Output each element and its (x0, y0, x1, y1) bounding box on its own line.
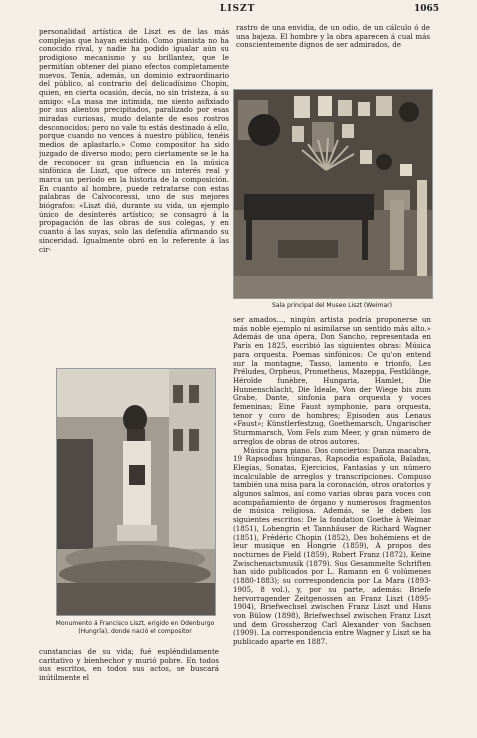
museum-room-photo (233, 89, 433, 299)
running-title: LISZT (220, 4, 256, 14)
page-header (0, 4, 477, 18)
page-number: 1065 (413, 4, 439, 14)
text-column-right-top (236, 24, 430, 82)
text-column-left-bottom (39, 648, 219, 688)
paragraph: personalidad artística de Liszt es de las más complejas que hayan existido. Como pianista no ha conocido rival, y nadie ha podido igualar aún su prodigioso mecanismo y su brillantez, que le permitían obtener del piano efectos completamente nuevos. Tenía, además, un dominio extraordinario del público, al contrario del delicadísimo Chopin, quien, en cierta ocasión, decía, no sin tristeza, á su amigo: «La masa me intimida, me siento asfixiado por sus alientos precipitados, paralizado por esas miradas curiosas, mudo delante de esos rostros desconocidos; pero no vale tu estás destinado á ello, porque cuando no vences á nuestro público, tenéis medios de aplastarlo.» Como compositor ha sido juzgado de diverso modo; pero ciertamente se le ha de reconocer su gran influencia en la música sinfónica de Liszt, que ofrece un interés real y marca un período en la historia de la composición. En cuanto al hombre, puede retratarse con estas palabras de Calvocoressi, uno de sus mejores biógrafos: «Liszt dió, durante su vida, un ejemplo único de desinterés artístico; se consagró á la propagación de las obras de sus colegas, y en cuanto á las suyas, solo las defendía afirmando su sinceridad. Igualmente obró en lo referente á las cir- (39, 28, 229, 254)
text-column-right-bottom (233, 316, 431, 726)
paragraph: cunstancias de su vida; fué espléndidamente caritativo y bienhechor y murió pobre. En todos sus escritos, en todos sus actos, se buscará inútilmente el (39, 648, 219, 683)
monument-photo (56, 368, 216, 616)
paragraph: rastro de una envidia, de un odio, de un cálculo ó de una bajeza. El hombre y la obra aparecen á cual más conscientemente dignos de ser admirados, de (236, 24, 430, 50)
text-column-left-top (39, 28, 229, 355)
paragraph: ser amados..., ningún artista podría proponerse un más noble ejemplo ni asimilarse un sentido más alto.» Además de una ópera, Don Sancho, representada en París en 1825, escribió las siguientes obras: Música para orquesta. Poemas sinfónicos: Ce qu'on entend sur la montagne, Tasso, lamento e trionfo, Les Préludes, Orpheus, Prometheus, Mazeppa, Festklänge, Héroïde funèbre, Hungaria, Hamlet, Die Hunnenschlacht, Die Ideale, Von der Wiege bis zum Grabe, Dante, sinfonía para orquesta y voces femeninas; Eine Faust symphonie, para orquesta, tenor y coro de hombres; Episoden aus Lenaus «Faust»; Künstlerfestzug, Goethemarsch, Ungarischer Sturmmarsch, Vom Fels zum Meer, y gran número de arreglos de obras de otros autores. (233, 316, 431, 446)
museum-photo-caption: Sala principal del Museo Liszt (Weimar) (272, 302, 392, 309)
monument-photo-caption: Monumento á Francisco Liszt, erigido en Odenburgo (Hungría), donde nació el compositor (55, 620, 215, 635)
paragraph: Música para piano. Dos conciertos: Danza macabra, 19 Rapsodias húngaras, Rapsodia española, Baladas, Elegías, Sonatas, Ejercicios, Fantasías y un número incalculable de arreglos y transcripciones. Compuso también una misa para la coronación, otros oratorios y algunos salmos, así como varias obras para voces con acompañamiento de órgano y numerosos fragmentos de música religiosa. Además, se le deben los siguientes escritos: De la fondation Goethe à Weimar (1851), Lohengrin et Tannhäuser de Richard Wagner (1851), Frédéric Chopin (1852), Des bohémiens et de leur musique en Hongrie (1859), À propos des nocturnes de Field (1859), Robert Franz (1872), Keine Zwischenactsmusik (1879). Sus Gesammelte Schriften han sido publicados por L. Ramann en 6 volúmenes (1880-1883); su correspondencia por La Mara (1893-1905, 8 vol.), y, por su parte, además: Briefe hervorragender Zeitgenossen an Franz Liszt (1895-1904), Briefwechsel zwischen Franz Liszt und Hans von Bülow (1898), Briefwechsel zwischen Franz Liszt und dem Grossherzog Carl Alexander von Sachsen (1909). La correspondencia entre Wagner y Liszt se ha publicado aparte en 1887. (233, 445, 431, 647)
